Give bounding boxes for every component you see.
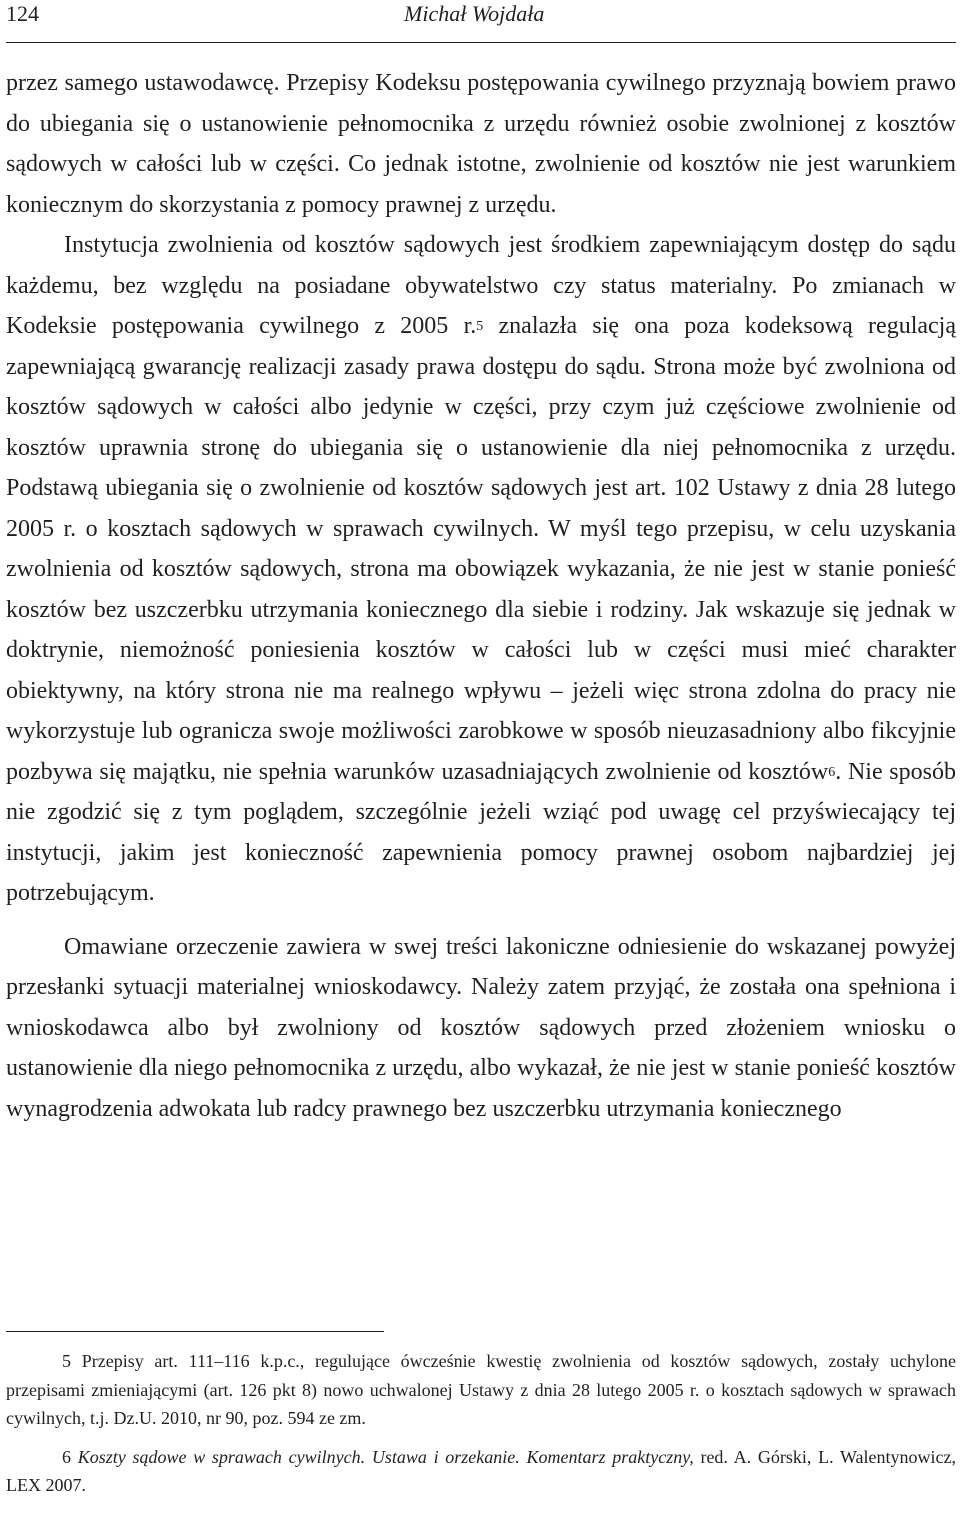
paragraph-2: [6, 225, 956, 914]
page-number: 124: [6, 1, 39, 26]
footnote-5: [6, 1347, 956, 1433]
footnote-6-rest: red. A. Górski, L. Walentynowicz, LEX 2007.: [6, 1446, 957, 1495]
footnote-ref-5: 5: [476, 319, 484, 334]
running-head-author: Michał Wojdała: [404, 1, 545, 26]
paragraph-2-text-c: . Nie sposób nie zgodzić się z tym poglądem, szczególnie jeżeli wziąć pod uwagę cel przyświecający tej instytucji, jakim jest konieczność zapewnienia pomocy prawnej osobom najbardziej jej potrzebującym.: [6, 758, 956, 906]
paragraph-2-text-a: Instytucja zwolnienia od kosztów sądowych jest środkiem zapewniającym dostęp do sądu każdemu, bez względu na posiadane obywatelstwo czy status materialny. Po zmianach w Kodeksie postępowania cywilnego z 2005 r.: [6, 232, 956, 339]
paragraph-2-text-b: znalazła się ona poza kodeksową regulacją zapewniającą gwarancję realizacji zasady prawa dostępu do sądu. Strona może być zwolniona od kosztów sądowych w całości albo jedynie w części, przy czym już częściowe zwolnienie od kosztów uprawnia stronę do ubiegania się o ustanowienie dla niej pełnomocnika z urzędu. Podstawą ubiegania się o zwolnienie od kosztów sądowych jest art. 102 Ustawy z dnia 28 lutego 2005 r. o kosztach sądowych w sprawach cywilnych. W myśl tego przepisu, w celu uzyskania zwolnienia od kosztów sądowych, strona ma obowiązek wykazania, że nie jest w stanie ponieść kosztów bez uszczerbku utrzymania koniecznego dla siebie i rodziny. Jak wskazuje się jednak w doktrynie, niemożność poniesienia kosztów w całości lub w części musi mieć charakter obiektywny, na który strona nie ma realnego wpływu – jeżeli więc strona zdolna do pracy nie wykorzystuje lub ogranicza swoje możliwości zarobkowe w sposób nieuzasadniony albo fikcyjnie pozbywa się majątku, nie spełnia warunków uzasadniających zwolnienie od kosztów: [6, 313, 956, 785]
main-text: [6, 63, 956, 1129]
footnote-5-text: Przepisy art. 111–116 k.p.c., regulujące ówcześnie kwestię zwolnienia od kosztów sądowych, zostały uchylone przepisami zmieniającymi (art. 126 pkt 8) nowo uchwalonej Ustawy z dnia 28 lutego 2005 r. o kosztach sądowych w sprawach cywilnych, t.j. Dz.U. 2010, nr 90, poz. 594 ze zm.: [6, 1351, 956, 1428]
paragraph-gap: [6, 914, 956, 927]
paragraph-3-text: Omawiane orzeczenie zawiera w swej treści lakoniczne odniesienie do wskazanej powyżej przesłanki sytuacji materialnej wnioskodawcy. Należy zatem przyjąć, że została ona spełniona i wnioskodawca albo był zwolniony od kosztów sądowych przed złożeniem wniosku o ustanowienie dla niego pełnomocnika z urzędu, albo wykazał, że nie jest w stanie ponieść kosztów wynagrodzenia adwokata lub radcy prawnego bez uszczerbku utrzymania koniecznego: [6, 933, 956, 1122]
footnote-separator: [6, 1331, 384, 1332]
footnote-6-title: Koszty sądowe w sprawach cywilnych. Ustawa i orzekanie. Komentarz praktyczny,: [77, 1446, 694, 1467]
footnote-6-number: 6: [62, 1446, 71, 1467]
paragraph-1: [6, 63, 956, 225]
running-header: [6, 0, 956, 43]
footnote-ref-6: 6: [828, 764, 836, 780]
paragraph-1-text: przez samego ustawodawcę. Przepisy Kodeksu postępowania cywilnego przyznają bowiem prawo do ubiegania się o ustanowienie pełnomocnika z urzędu również osobie zwolnionej z kosztów sądowych w całości lub w części. Co jednak istotne, zwolnienie od kosztów nie jest warunkiem koniecznym do skorzystania z pomocy prawnej z urzędu.: [6, 70, 956, 218]
footnote-6: [6, 1443, 956, 1500]
paragraph-3: [6, 927, 956, 1130]
footnotes: [6, 1347, 956, 1500]
footnote-5-number: 5: [62, 1351, 71, 1371]
